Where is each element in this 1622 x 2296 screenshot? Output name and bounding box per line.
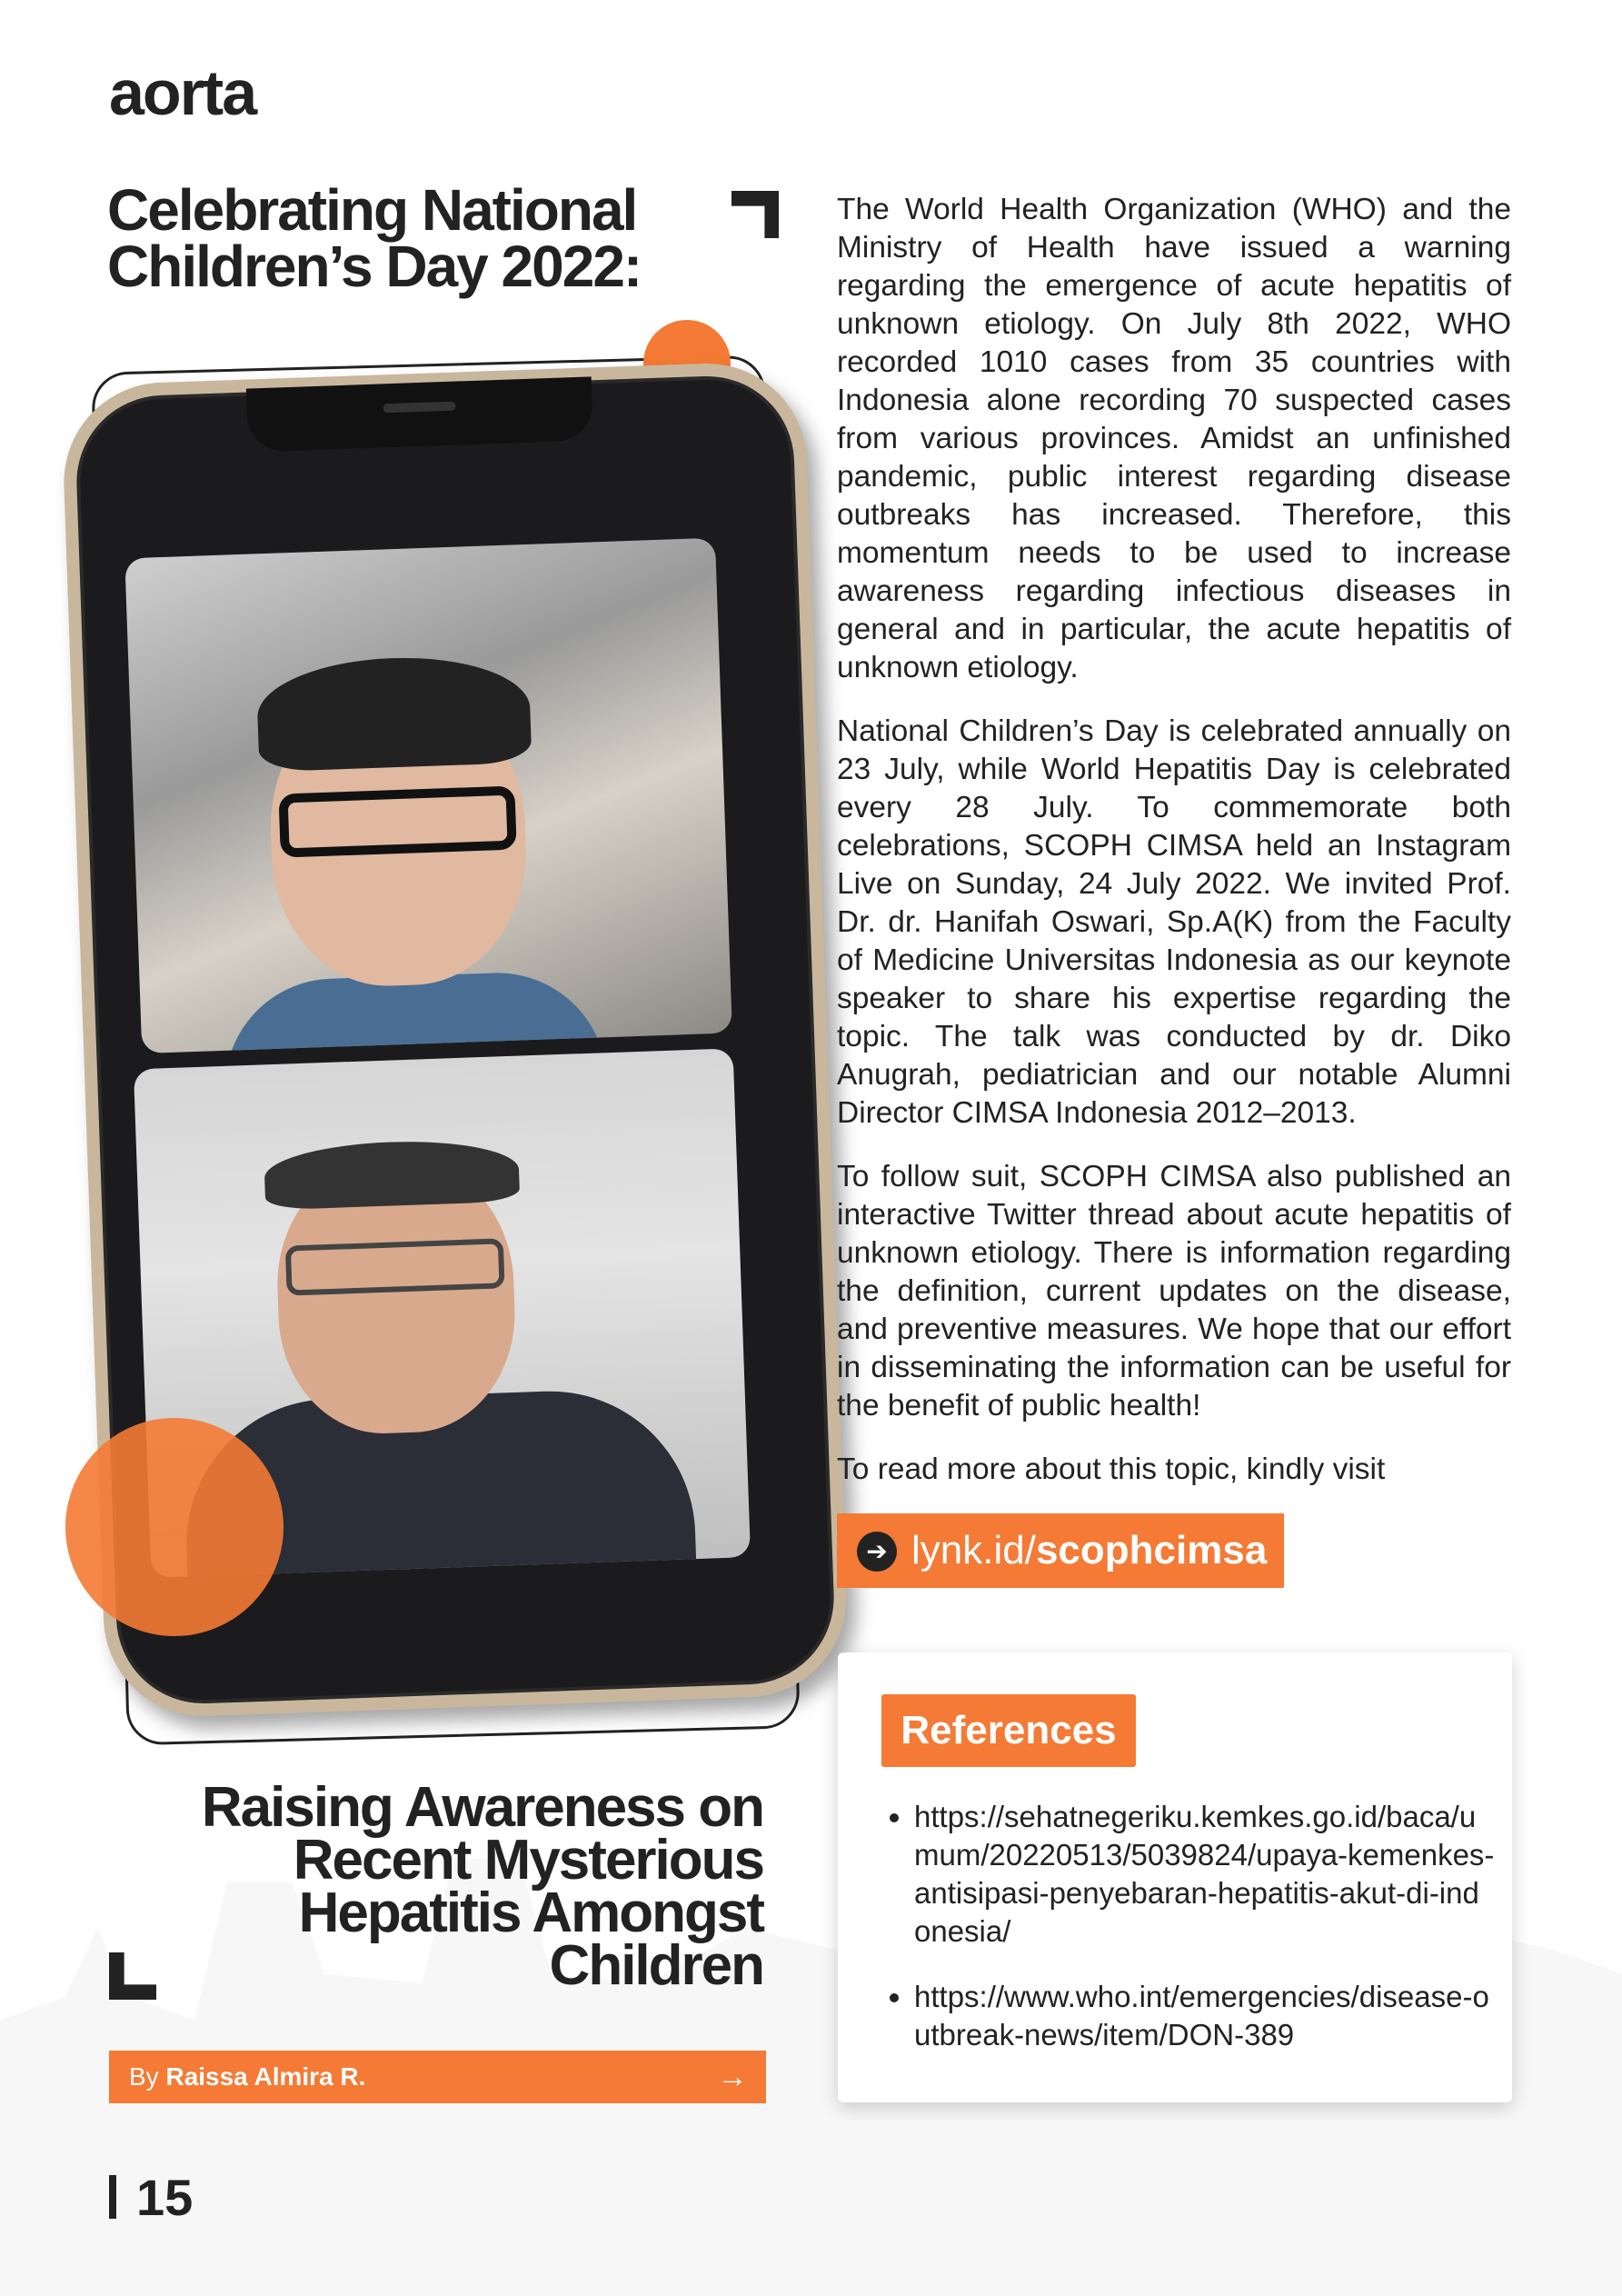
arrow-right-icon: →	[717, 2060, 748, 2094]
article-subtitle: Raising Awareness on Recent Mysterious Hepatitis Amongst Children	[201, 1776, 763, 1997]
orange-circle-decoration	[65, 1418, 284, 1636]
video-call-host-image	[124, 538, 732, 1053]
corner-bracket-decoration	[109, 1952, 156, 2000]
article-title: Celebrating National Children’s Day 2022:	[107, 177, 642, 299]
body-paragraph: To read more about this topic, kindly visit	[837, 1452, 1386, 1486]
article-body	[837, 191, 1511, 1514]
author-byline	[109, 2051, 766, 2103]
references-list	[889, 1798, 1496, 2081]
reference-link[interactable]: • https://www.who.int/emergencies/disease-outbreak-news/item/DON-389	[914, 1978, 1496, 2054]
page-number: 15	[109, 2168, 193, 2227]
byline-author: Raissa Almira R.	[165, 2062, 366, 2091]
magazine-brand: aorta	[109, 57, 256, 128]
body-paragraph: The World Health Organization (WHO) and the Ministry of Health have issued a warning regarding the emergence of acute hepatitis of unknown etiology. On July 8th 2022, WHO recorded 1010 cases from 35 countries with Indonesia alone recording 70 suspected cases from various provinces. Amidst an unfinished pandemic, public interest regarding disease outbreaks has increased. Therefore, this momentum needs to be used to increase awareness regarding infectious diseases in general and in particular, the acute hepatitis of unknown etiology.	[837, 193, 1511, 684]
corner-bracket-decoration	[731, 191, 779, 238]
references-title: References	[881, 1694, 1136, 1767]
phone-notch	[246, 376, 593, 452]
lynk-link-button[interactable]: ➔ lynk.id/scophcimsa	[837, 1513, 1284, 1588]
references-card	[838, 1652, 1512, 2102]
body-paragraph: National Children’s Day is celebrated annually on 23 July, while World Hepatitis Day is celebrated every 28 July. To commemorate both celebrations, SCOPH CIMSA held an Instagram Live on Sunday, 24 July 2022. We invited Prof. Dr. dr. Hanifah Oswari, Sp.A(K) from the Faculty of Medicine Universitas Indonesia as our keynote speaker to share his expertise regarding the topic. The talk was conducted by dr. Diko Anugrah, pediatrician and our notable Alumni Director CIMSA Indonesia 2012–2013.	[837, 714, 1511, 1130]
byline-prefix: By	[129, 2062, 159, 2091]
reference-link[interactable]: • https://sehatnegeriku.kemkes.go.id/baca/umum/20220513/5039824/upaya-kemenkes-antisipasi-penyebaran-hepatitis-akut-di-indonesia/	[914, 1798, 1496, 1951]
arrow-circle-icon: ➔	[857, 1532, 897, 1572]
phone-speaker	[383, 402, 456, 414]
body-paragraph: To follow suit, SCOPH CIMSA also published an interactive Twitter thread about acute hepatitis of unknown etiology. There is information regarding the definition, current updates on the disease, and preventive measures. We hope that our effort in disseminating the information can be useful for the benefit of public health!	[837, 1160, 1511, 1423]
